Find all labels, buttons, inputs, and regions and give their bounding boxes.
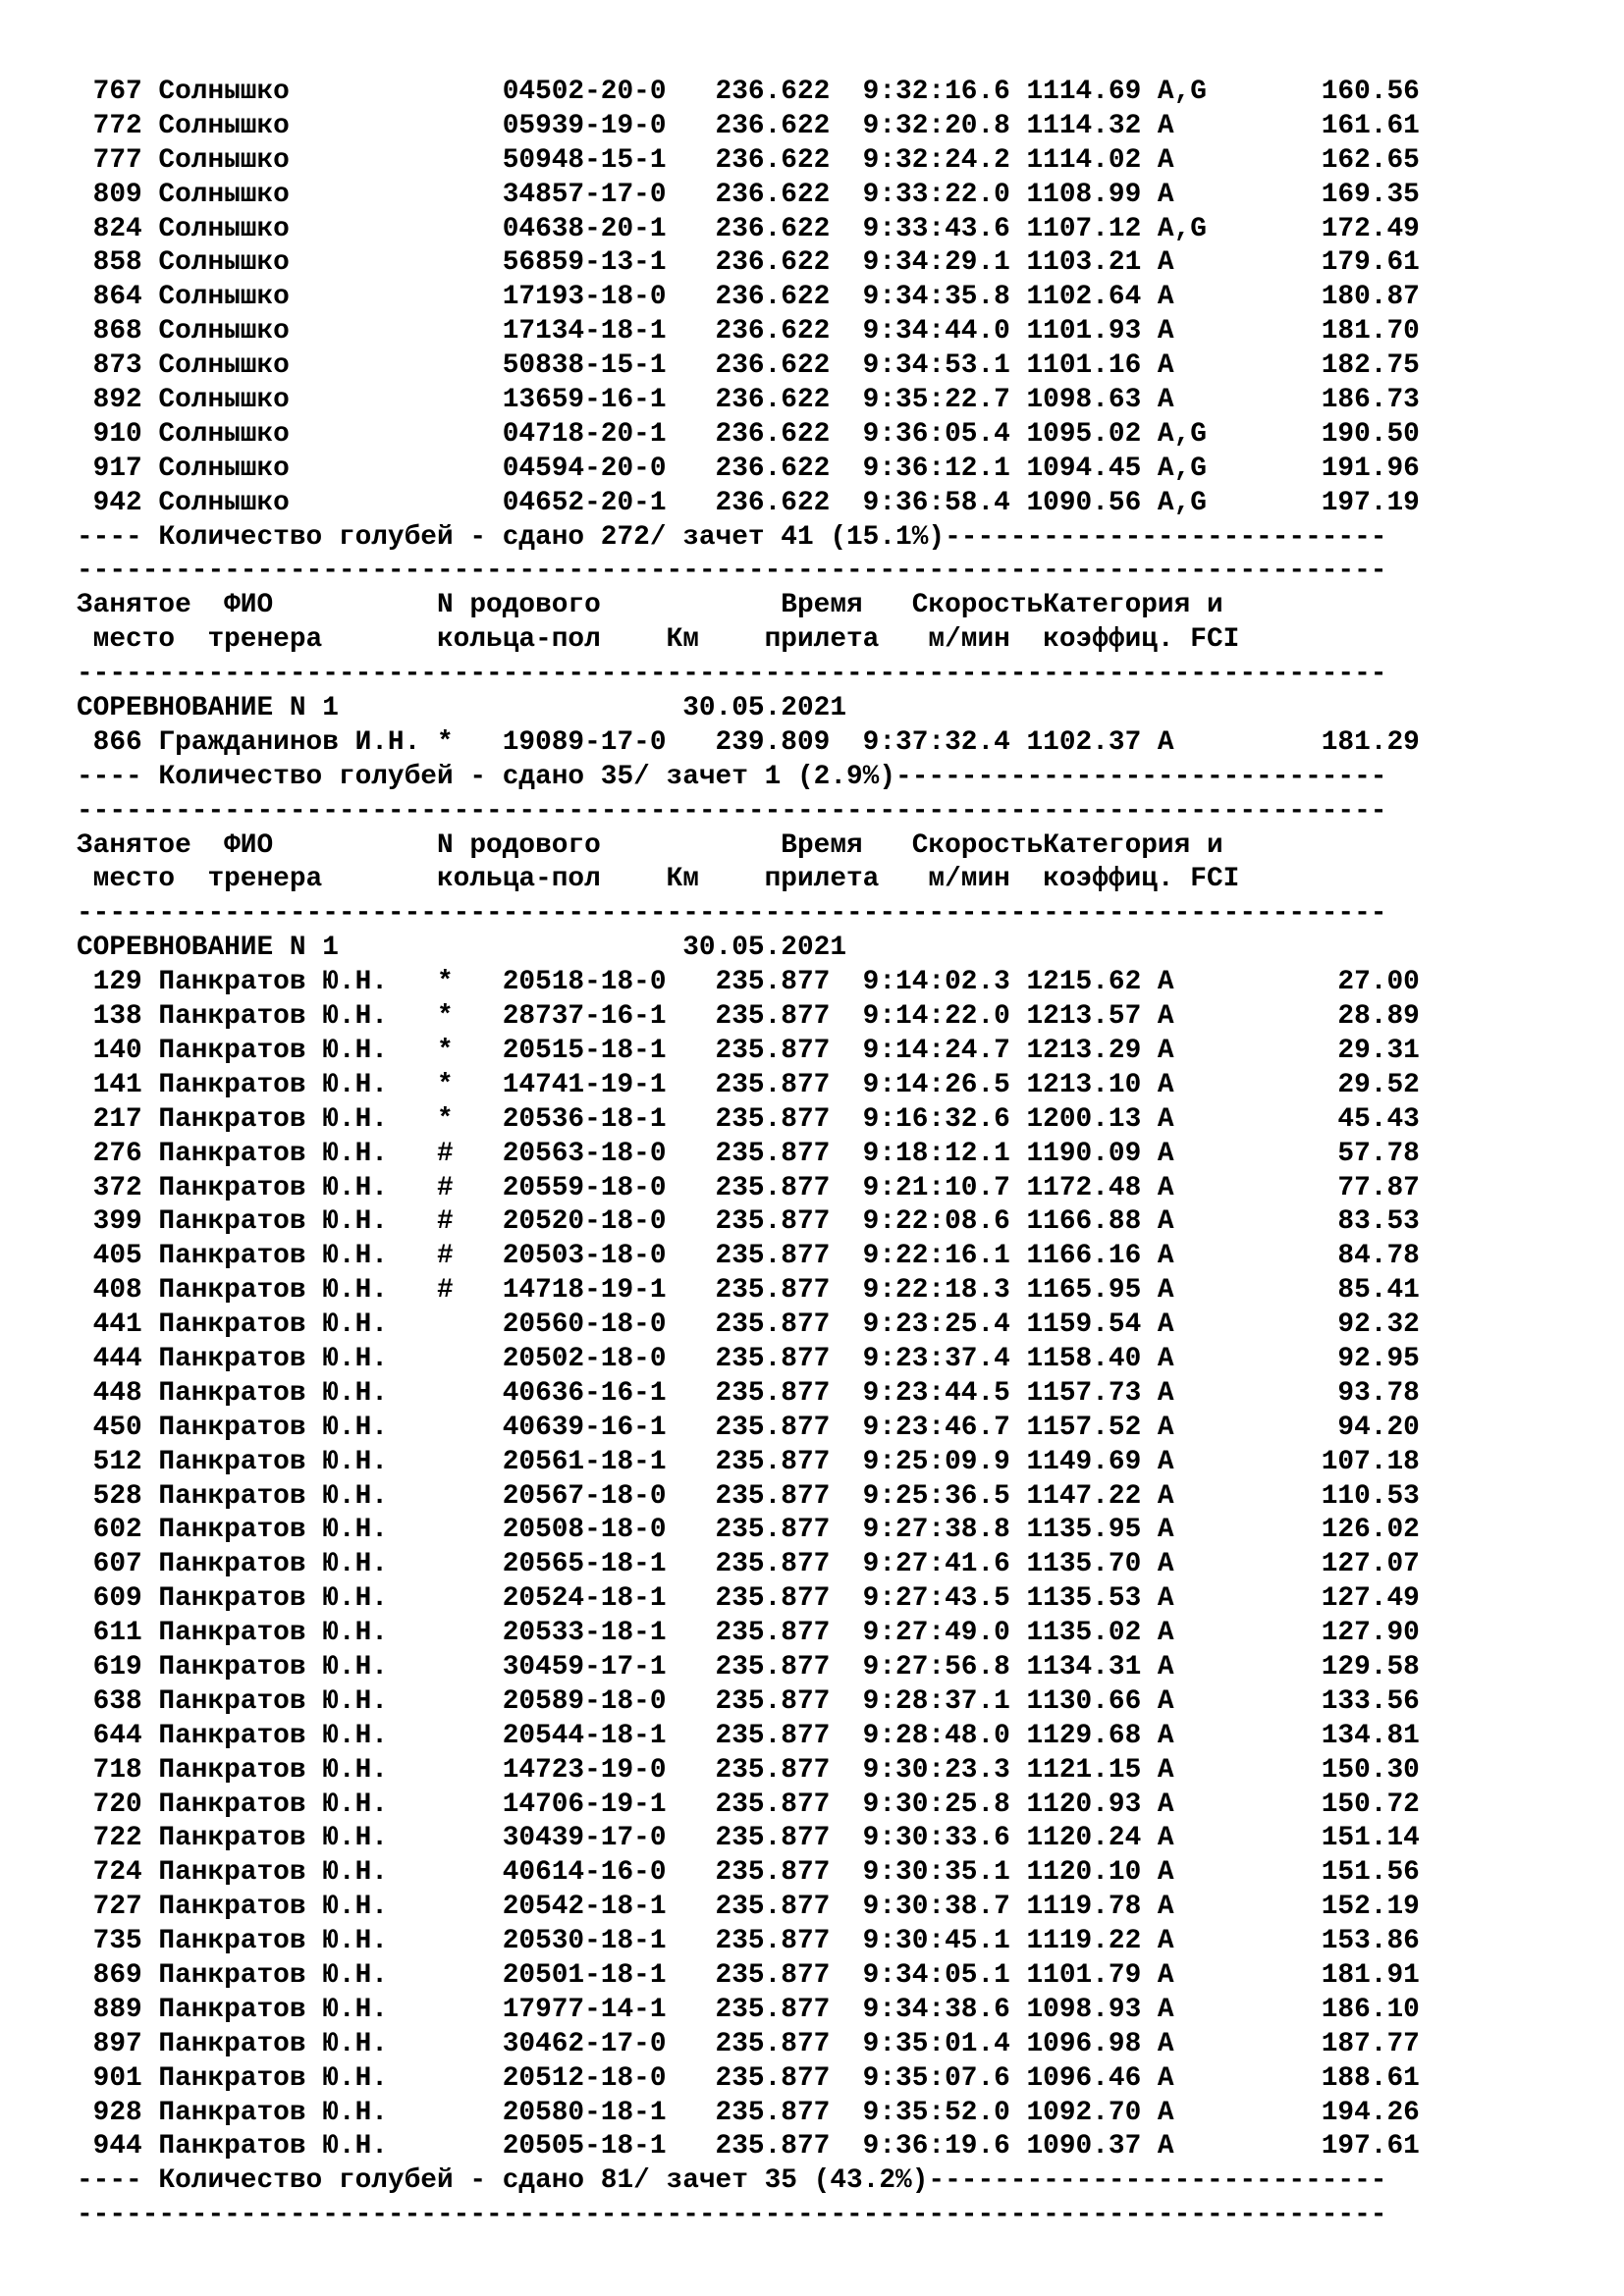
table-row: 944 Панкратов Ю.Н. 20505-18-1 235.877 9:36:19.6 1090.37 A 197.61 (77, 2131, 1420, 2163)
competition-line: СОРЕВНОВАНИЕ N 1 30.05.2021 (77, 933, 846, 964)
table-row: 528 Панкратов Ю.Н. 20567-18-0 235.877 9:25:36.5 1147.22 A 110.53 (77, 1480, 1420, 1512)
table-row: 611 Панкратов Ю.Н. 20533-18-1 235.877 9:27:49.0 1135.02 A 127.90 (77, 1618, 1420, 1649)
table-row: 408 Панкратов Ю.Н. # 14718-19-1 235.877 9:22:18.3 1165.95 A 85.41 (77, 1275, 1420, 1307)
table-row: 722 Панкратов Ю.Н. 30439-17-0 235.877 9:30:33.6 1120.24 A 151.14 (77, 1823, 1420, 1854)
table-row: 869 Панкратов Ю.Н. 20501-18-1 235.877 9:34:05.1 1101.79 A 181.91 (77, 1959, 1420, 1991)
divider: -------------------------------------------------------------------------------- (77, 898, 1387, 930)
divider: -------------------------------------------------------------------------------- (77, 556, 1387, 587)
table-row: 901 Панкратов Ю.Н. 20512-18-0 235.877 9:35:07.6 1096.46 A 188.61 (77, 2062, 1420, 2094)
table-row: 864 Солнышко 17193-18-0 236.622 9:34:35.8 1102.64 A 180.87 (77, 282, 1420, 313)
table-row: 735 Панкратов Ю.Н. 20530-18-1 235.877 9:30:45.1 1119.22 A 153.86 (77, 1926, 1420, 1957)
table-row: 892 Солнышко 13659-16-1 236.622 9:35:22.7 1098.63 A 186.73 (77, 385, 1420, 416)
results-report (77, 76, 1420, 2233)
competition-line: СОРЕВНОВАНИЕ N 1 30.05.2021 (77, 693, 846, 724)
table-row: 450 Панкратов Ю.Н. 40639-16-1 235.877 9:23:46.7 1157.52 A 94.20 (77, 1412, 1420, 1443)
table-row: 141 Панкратов Ю.Н. * 14741-19-1 235.877 9:14:26.5 1213.10 A 29.52 (77, 1069, 1420, 1100)
table-row: 897 Панкратов Ю.Н. 30462-17-0 235.877 9:35:01.4 1096.98 A 187.77 (77, 2028, 1420, 2059)
table-row: 138 Панкратов Ю.Н. * 28737-16-1 235.877 9:14:22.0 1213.57 A 28.89 (77, 1001, 1420, 1033)
table-row: 858 Солнышко 56859-13-1 236.622 9:34:29.1 1103.21 A 179.61 (77, 247, 1420, 279)
table-row: 767 Солнышко 04502-20-0 236.622 9:32:16.6 1114.69 A,G 160.56 (77, 77, 1420, 107)
table-row: 441 Панкратов Ю.Н. 20560-18-0 235.877 9:23:25.4 1159.54 A 92.32 (77, 1309, 1420, 1341)
table-row: 644 Панкратов Ю.Н. 20544-18-1 235.877 9:28:48.0 1129.68 A 134.81 (77, 1720, 1420, 1751)
table-row: 638 Панкратов Ю.Н. 20589-18-0 235.877 9:28:37.1 1130.66 A 133.56 (77, 1685, 1420, 1717)
summary-line: ---- Количество голубей - сдано 272/ зачет 41 (15.1%)--------------------------- (77, 521, 1387, 553)
table-row: 129 Панкратов Ю.Н. * 20518-18-0 235.877 9:14:02.3 1215.62 A 27.00 (77, 967, 1420, 998)
table-row: 942 Солнышко 04652-20-1 236.622 9:36:58.4 1090.56 A,G 197.19 (77, 487, 1420, 518)
table-row: 602 Панкратов Ю.Н. 20508-18-0 235.877 9:27:38.8 1135.95 A 126.02 (77, 1515, 1420, 1546)
table-row: 619 Панкратов Ю.Н. 30459-17-1 235.877 9:27:56.8 1134.31 A 129.58 (77, 1651, 1420, 1682)
table-row: 399 Панкратов Ю.Н. # 20520-18-0 235.877 9:22:08.6 1166.88 A 83.53 (77, 1206, 1420, 1238)
table-header-line1: Занятое ФИО N родового Время СкоростьКатегория и (77, 590, 1223, 621)
divider: -------------------------------------------------------------------------------- (77, 795, 1387, 827)
table-row: 607 Панкратов Ю.Н. 20565-18-1 235.877 9:27:41.6 1135.70 A 127.07 (77, 1549, 1420, 1580)
table-row: 140 Панкратов Ю.Н. * 20515-18-1 235.877 9:14:24.7 1213.29 A 29.31 (77, 1035, 1420, 1066)
table-row: 718 Панкратов Ю.Н. 14723-19-0 235.877 9:30:23.3 1121.15 A 150.30 (77, 1754, 1420, 1786)
table-header-line2: место тренера кольца-пол Км прилета м/мин коэффиц. FCI (77, 624, 1240, 656)
table-header-line1: Занятое ФИО N родового Время СкоростьКатегория и (77, 829, 1223, 861)
table-row: 720 Панкратов Ю.Н. 14706-19-1 235.877 9:30:25.8 1120.93 A 150.72 (77, 1789, 1420, 1820)
table-row: 405 Панкратов Ю.Н. # 20503-18-0 235.877 9:22:16.1 1166.16 A 84.78 (77, 1241, 1420, 1272)
table-row: 372 Панкратов Ю.Н. # 20559-18-0 235.877 9:21:10.7 1172.48 A 77.87 (77, 1172, 1420, 1203)
summary-line: ---- Количество голубей - сдано 35/ зачет 1 (2.9%)------------------------------ (77, 761, 1387, 792)
table-row: 444 Панкратов Ю.Н. 20502-18-0 235.877 9:23:37.4 1158.40 A 92.95 (77, 1343, 1420, 1374)
table-header-line2: место тренера кольца-пол Км прилета м/мин коэффиц. FCI (77, 864, 1240, 895)
divider: -------------------------------------------------------------------------------- (77, 659, 1387, 690)
table-row: 772 Солнышко 05939-19-0 236.622 9:32:20.8 1114.32 A 161.61 (77, 110, 1420, 141)
table-row: 866 Гражданинов И.Н. * 19089-17-0 239.809 9:37:32.4 1102.37 A 181.29 (77, 726, 1420, 758)
table-row: 217 Панкратов Ю.Н. * 20536-18-1 235.877 9:16:32.6 1200.13 A 45.43 (77, 1103, 1420, 1135)
table-row: 917 Солнышко 04594-20-0 236.622 9:36:12.1 1094.45 A,G 191.96 (77, 453, 1420, 484)
table-row: 889 Панкратов Ю.Н. 17977-14-1 235.877 9:34:38.6 1098.93 A 186.10 (77, 1994, 1420, 2025)
table-row: 724 Панкратов Ю.Н. 40614-16-0 235.877 9:30:35.1 1120.10 A 151.56 (77, 1857, 1420, 1889)
table-row: 609 Панкратов Ю.Н. 20524-18-1 235.877 9:27:43.5 1135.53 A 127.49 (77, 1583, 1420, 1615)
divider: -------------------------------------------------------------------------------- (77, 2200, 1387, 2231)
table-row: 727 Панкратов Ю.Н. 20542-18-1 235.877 9:30:38.7 1119.78 A 152.19 (77, 1892, 1420, 1923)
table-row: 910 Солнышко 04718-20-1 236.622 9:36:05.4 1095.02 A,G 190.50 (77, 418, 1420, 450)
table-row: 448 Панкратов Ю.Н. 40636-16-1 235.877 9:23:44.5 1157.73 A 93.78 (77, 1377, 1420, 1409)
table-row: 868 Солнышко 17134-18-1 236.622 9:34:44.0 1101.93 A 181.70 (77, 316, 1420, 347)
table-row: 809 Солнышко 34857-17-0 236.622 9:33:22.0 1108.99 A 169.35 (77, 179, 1420, 210)
table-row: 777 Солнышко 50948-15-1 236.622 9:32:24.2 1114.02 A 162.65 (77, 144, 1420, 176)
table-row: 276 Панкратов Ю.Н. # 20563-18-0 235.877 9:18:12.1 1190.09 A 57.78 (77, 1138, 1420, 1169)
table-row: 824 Солнышко 04638-20-1 236.622 9:33:43.6 1107.12 A,G 172.49 (77, 213, 1420, 244)
table-row: 928 Панкратов Ю.Н. 20580-18-1 235.877 9:35:52.0 1092.70 A 194.26 (77, 2097, 1420, 2128)
table-row: 512 Панкратов Ю.Н. 20561-18-1 235.877 9:25:09.9 1149.69 A 107.18 (77, 1446, 1420, 1477)
table-row: 873 Солнышко 50838-15-1 236.622 9:34:53.1 1101.16 A 182.75 (77, 350, 1420, 382)
summary-line: ---- Количество голубей - сдано 81/ зачет 35 (43.2%)---------------------------- (77, 2165, 1387, 2197)
